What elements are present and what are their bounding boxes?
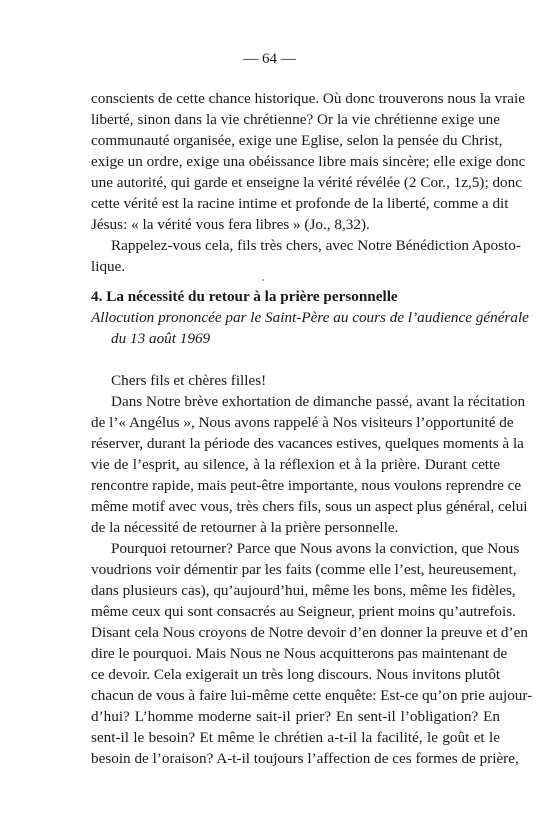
page-number: — 64 — xyxy=(243,51,296,67)
text-line: d’hui? L’homme moderne sait-il prier? En sent-il l’obligation? En xyxy=(91,708,500,725)
text-line: lique. xyxy=(91,258,126,275)
section-heading: 4. La nécessité du retour à la prière personnelle xyxy=(91,288,398,305)
text-line: cette vérité est la racine intime et profonde de la liberté, comme a dit xyxy=(91,195,509,212)
text-line: dire le pourquoi. Mais Nous ne Nous acquitterons pas maintenant de xyxy=(91,645,508,662)
text-line: dans plusieurs cas), qu’aujourd’hui, même les bons, même les fidèles, xyxy=(91,582,516,599)
text-line: de la nécessité de retourner à la prière personnelle. xyxy=(91,519,399,536)
text-line: rencontre rapide, mais peut-être importante, nous voulons reprendre ce xyxy=(91,477,522,494)
text-line: besoin de l’oraison? A-t-il toujours l’affection de ces formes de prière, xyxy=(91,750,519,767)
text-line: liberté, sinon dans la vie chrétienne? Or la vie chrétienne exige une xyxy=(91,111,500,128)
text-line: de l’« Angélus », Nous avons rappelé à Nos visiteurs l’opportunité de xyxy=(91,414,514,431)
text-line: réserver, durant la période des vacances estives, quelques moments à la xyxy=(91,435,524,452)
section-subtitle-date: du 13 août 1969 xyxy=(111,330,211,347)
text-line: chacun de vous à faire lui-même cette enquête: Est-ce qu’on prie aujour- xyxy=(91,687,533,704)
text-line: Jésus: « la vérité vous fera libres » (Jo., 8,32). xyxy=(91,216,370,233)
text-line: Rappelez-vous cela, fils très chers, avec Notre Bénédiction Aposto- xyxy=(111,237,521,254)
text-line: Pourquoi retourner? Parce que Nous avons la conviction, que Nous xyxy=(111,540,520,557)
text-line: même motif avec vous, très chers fils, sous un aspect plus général, celui xyxy=(91,498,528,515)
text-line: même ceux qui sont consacrés au Seigneur, prient moins qu’autrefois. xyxy=(91,603,516,620)
section-subtitle: Allocution prononcée par le Saint-Père au cours de l’audience générale xyxy=(91,309,529,326)
text-line: sent-il le besoin? Et même le chrétien a-t-il la facilité, le goût et le xyxy=(91,729,500,746)
text-line: Disant cela Nous croyons de Notre devoir d’en donner la preuve et d’en xyxy=(91,624,528,641)
text-line: une autorité, qui garde et enseigne la vérité révélée (2 Cor., 1z,5); donc xyxy=(91,174,522,191)
stray-mark xyxy=(262,279,264,281)
text-line: ce devoir. Cela exigerait un très long discours. Nous invitons plutôt xyxy=(91,666,501,683)
text-line: vie de l’esprit, au silence, à la réflexion et à la prière. Durant cette xyxy=(91,456,500,473)
text-line: communauté organisée, exige une Eglise, selon la pensée du Christ, xyxy=(91,132,503,149)
text-line: voudrions voir démentir par les faits (comme elle l’est, heureusement, xyxy=(91,561,517,578)
salutation: Chers fils et chères filles! xyxy=(111,372,267,389)
text-line: conscients de cette chance historique. Où donc trouverons nous la vraie xyxy=(91,90,525,107)
text-line: Dans Notre brève exhortation de dimanche passé, avant la récitation xyxy=(111,393,526,410)
text-line: exige un ordre, exige una obéissance libre mais sincère; elle exige donc xyxy=(91,153,526,170)
